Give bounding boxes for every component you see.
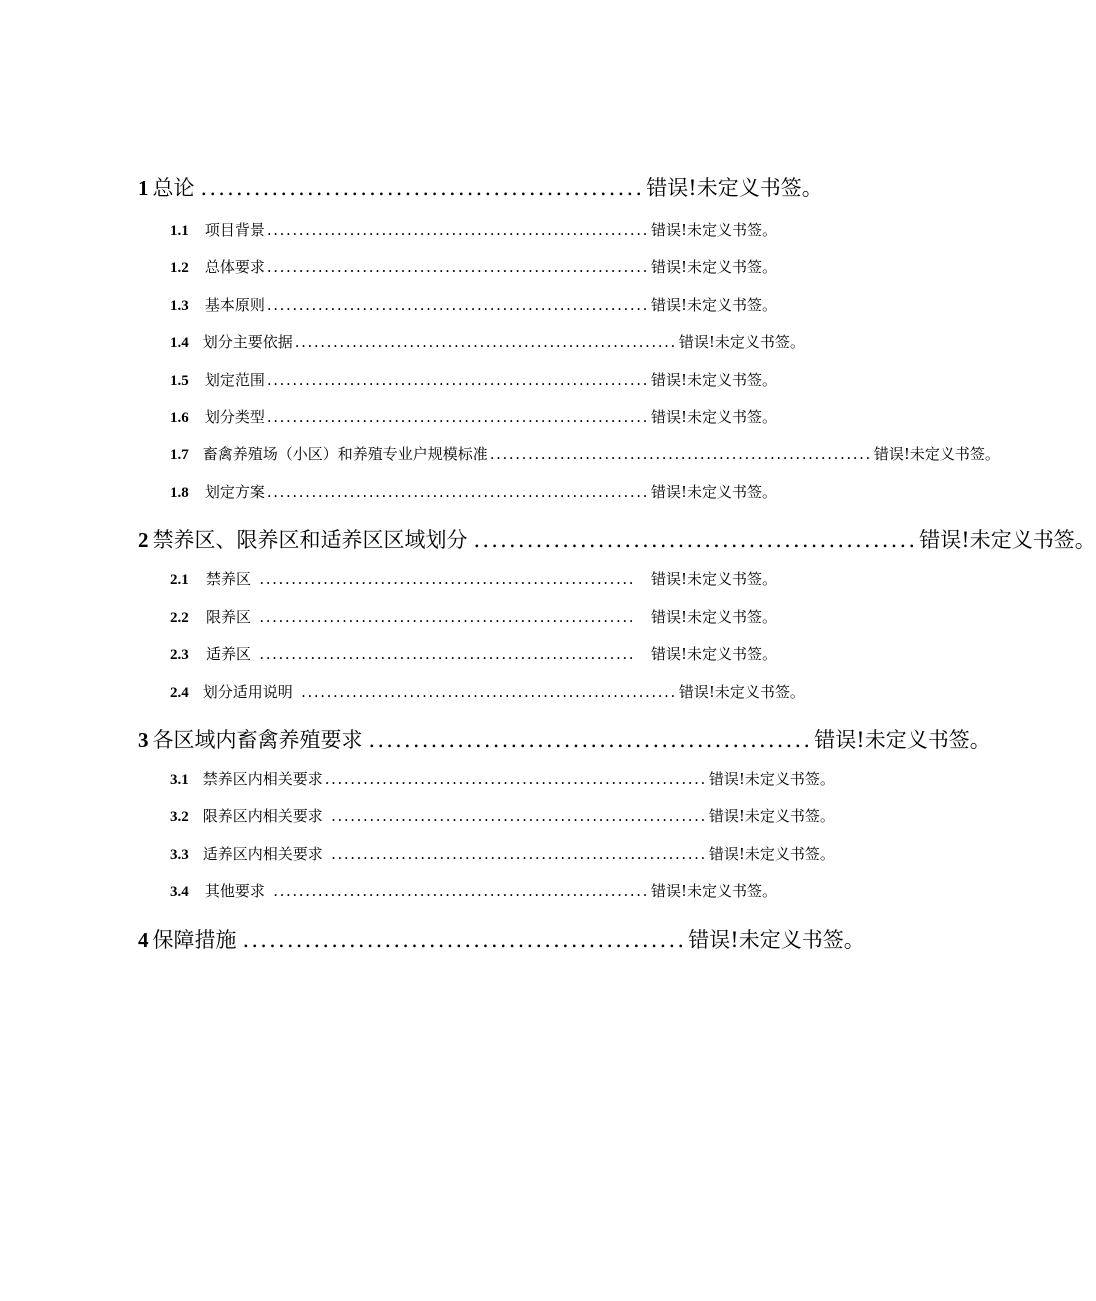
toc-page-ref: 错误!未定义书签。 bbox=[708, 807, 835, 825]
toc-entry-1[interactable] bbox=[0, 172, 823, 202]
toc-number: 1.6 bbox=[170, 410, 189, 426]
toc-page-ref: 错误!未定义书签。 bbox=[678, 683, 805, 701]
toc-entry-2-2[interactable] bbox=[0, 606, 777, 627]
toc-entry-1-5[interactable] bbox=[0, 369, 777, 390]
toc-page-ref: 错误!未定义书签。 bbox=[650, 570, 777, 588]
toc-number: 2.4 bbox=[170, 685, 189, 701]
toc-title: 总体要求 bbox=[204, 258, 265, 276]
dot-leader: ........................................................... bbox=[266, 882, 649, 900]
toc-entry-2-1[interactable] bbox=[0, 568, 777, 589]
toc-entry-3-3[interactable] bbox=[0, 843, 835, 864]
toc-number: 1.5 bbox=[170, 373, 189, 389]
toc-title: 禁养区内相关要求 bbox=[202, 770, 323, 788]
dot-leader: ............................................................ bbox=[294, 333, 677, 351]
toc-title: 划定方案 bbox=[204, 483, 265, 501]
dot-leader: ............................................................ bbox=[266, 221, 649, 239]
dot-leader: ............................................................ bbox=[489, 445, 872, 463]
dot-leader: ........................................................... bbox=[324, 845, 707, 863]
toc-page-ref: 错误!未定义书签。 bbox=[646, 176, 823, 200]
toc-title: 畜禽养殖场（小区）和养殖专业户规模标准 bbox=[202, 445, 488, 463]
toc-title: 保障措施 bbox=[152, 928, 237, 952]
toc-page-ref: 错误!未定义书签。 bbox=[650, 645, 777, 663]
dot-leader: ............................................................ bbox=[266, 408, 649, 426]
toc-entry-1-6[interactable] bbox=[0, 406, 777, 427]
dot-leader: ........................................................... bbox=[253, 570, 636, 588]
toc-number: 3.2 bbox=[170, 809, 189, 825]
toc-page-ref: 错误!未定义书签。 bbox=[650, 882, 777, 900]
toc-page-ref: 错误!未定义书签。 bbox=[708, 770, 835, 788]
toc-number: 2 bbox=[138, 528, 149, 552]
toc-entry-2-3[interactable] bbox=[0, 643, 777, 664]
dot-leader: .................................................. bbox=[368, 728, 813, 752]
dot-leader: ........................................................... bbox=[324, 807, 707, 825]
toc-title: 适养区内相关要求 bbox=[202, 845, 323, 863]
toc-number: 1.1 bbox=[170, 223, 189, 239]
toc-entry-1-4[interactable] bbox=[0, 331, 805, 352]
toc-entry-1-3[interactable] bbox=[0, 294, 777, 315]
toc-title: 基本原则 bbox=[204, 296, 265, 314]
toc-page-ref: 错误!未定义书签。 bbox=[650, 258, 777, 276]
toc-title: 禁养区 bbox=[206, 570, 252, 588]
toc-title: 其他要求 bbox=[204, 882, 265, 900]
toc-number: 3.1 bbox=[170, 772, 189, 788]
toc-number: 2.3 bbox=[170, 647, 189, 663]
toc-title: 禁养区、限养区和适养区区域划分 bbox=[152, 528, 468, 552]
toc-entry-1-2[interactable] bbox=[0, 256, 777, 277]
toc-page-ref: 错误!未定义书签。 bbox=[650, 296, 777, 314]
dot-leader: ............................................................ bbox=[266, 296, 649, 314]
toc-title: 限养区内相关要求 bbox=[202, 807, 323, 825]
toc-number: 3.4 bbox=[170, 884, 189, 900]
toc-number: 3 bbox=[138, 728, 149, 752]
toc-entry-4[interactable] bbox=[0, 924, 865, 954]
dot-leader: .................................................. bbox=[200, 176, 645, 200]
toc-page-ref: 错误!未定义书签。 bbox=[708, 845, 835, 863]
toc-page-ref: 错误!未定义书签。 bbox=[650, 371, 777, 389]
dot-leader: .................................................. bbox=[473, 528, 918, 552]
toc-number: 1.7 bbox=[170, 447, 189, 463]
toc-page-ref: 错误!未定义书签。 bbox=[650, 483, 777, 501]
toc-entry-3-4[interactable] bbox=[0, 880, 777, 901]
toc-title: 划分主要依据 bbox=[202, 333, 293, 351]
toc-page-ref: 错误!未定义书签。 bbox=[650, 608, 777, 626]
dot-leader: ............................................................ bbox=[266, 371, 649, 389]
toc-number: 4 bbox=[138, 928, 149, 952]
toc-entry-2[interactable] bbox=[0, 524, 1096, 554]
toc-title: 各区域内畜禽养殖要求 bbox=[152, 728, 363, 752]
toc-number: 2.1 bbox=[170, 572, 189, 588]
toc-title: 总论 bbox=[152, 176, 195, 200]
toc-number: 1.2 bbox=[170, 260, 189, 276]
toc-page-ref: 错误!未定义书签。 bbox=[873, 445, 1000, 463]
toc-entry-3-1[interactable] bbox=[0, 768, 835, 789]
toc-page-ref: 错误!未定义书签。 bbox=[678, 333, 805, 351]
dot-leader: ........................................................... bbox=[253, 608, 636, 626]
dot-leader: ............................................................ bbox=[324, 770, 707, 788]
dot-leader: ........................................................... bbox=[253, 645, 636, 663]
toc-page-ref: 错误!未定义书签。 bbox=[919, 528, 1096, 552]
dot-leader: .................................................. bbox=[242, 928, 687, 952]
toc-title: 项目背景 bbox=[204, 221, 265, 239]
toc-entry-1-7[interactable] bbox=[0, 443, 1000, 464]
toc-number: 3.3 bbox=[170, 847, 189, 863]
dot-leader: ............................................................ bbox=[266, 258, 649, 276]
toc-title: 限养区 bbox=[206, 608, 252, 626]
toc-entry-3-2[interactable] bbox=[0, 805, 835, 826]
toc-number: 1.8 bbox=[170, 485, 189, 501]
dot-leader: ........................................................... bbox=[294, 683, 677, 701]
toc-entry-1-1[interactable] bbox=[0, 219, 777, 240]
toc-number: 1.4 bbox=[170, 335, 189, 351]
dot-leader: ............................................................ bbox=[266, 483, 649, 501]
toc-title: 划分类型 bbox=[204, 408, 265, 426]
toc-entry-2-4[interactable] bbox=[0, 681, 805, 702]
toc-entry-3[interactable] bbox=[0, 724, 991, 754]
toc-entry-1-8[interactable] bbox=[0, 481, 777, 502]
toc-number: 1 bbox=[138, 176, 149, 200]
toc-page-ref: 错误!未定义书签。 bbox=[688, 928, 865, 952]
toc-page-ref: 错误!未定义书签。 bbox=[650, 221, 777, 239]
toc-title: 划分适用说明 bbox=[202, 683, 293, 701]
toc-page-ref: 错误!未定义书签。 bbox=[814, 728, 991, 752]
toc-page-ref: 错误!未定义书签。 bbox=[650, 408, 777, 426]
toc-number: 2.2 bbox=[170, 610, 189, 626]
toc-title: 适养区 bbox=[206, 645, 252, 663]
toc-number: 1.3 bbox=[170, 298, 189, 314]
toc-title: 划定范围 bbox=[204, 371, 265, 389]
